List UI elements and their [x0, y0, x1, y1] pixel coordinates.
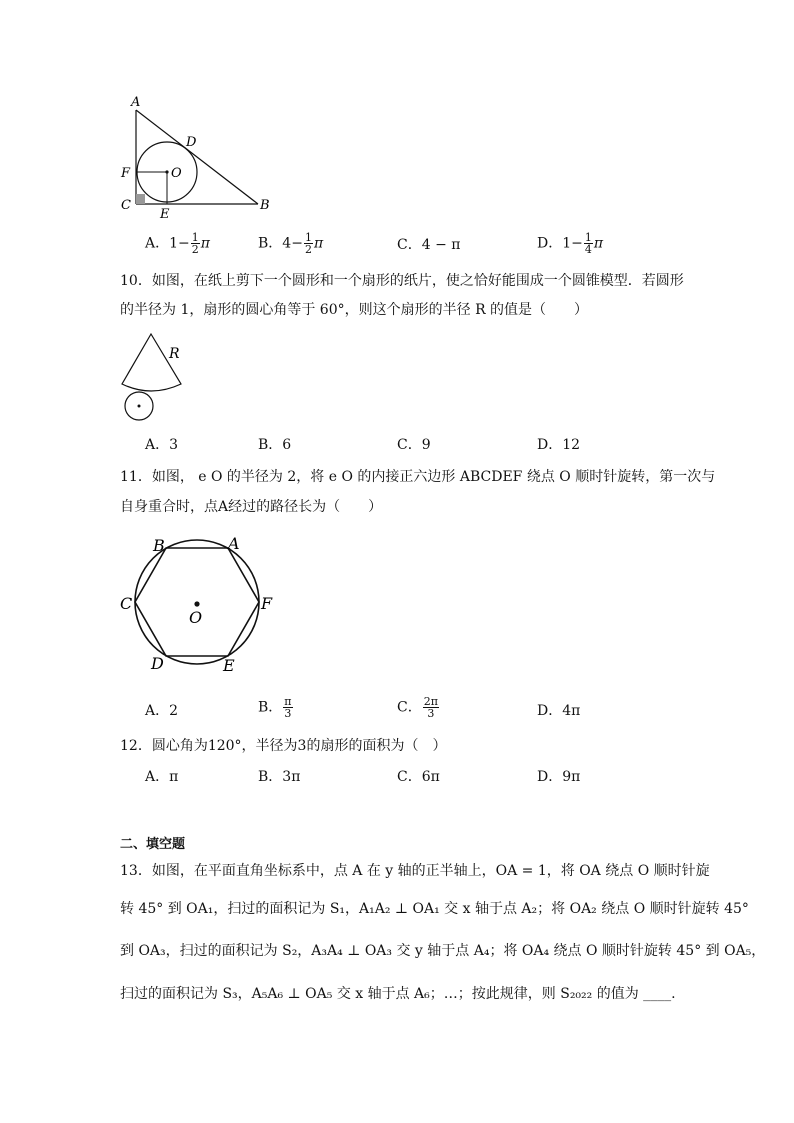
q11-text-line1: 11．如图， e O 的半径为 2，将 e O 的内接正六边形 ABCDEF 绕点 O 顺时针旋转，第一次与 — [120, 469, 716, 485]
q10-circle-center — [138, 405, 141, 408]
q12-text: 12．圆心角为120°，半径为3的扇形的面积为（ ） — [120, 738, 447, 754]
q11-option-a[interactable]: A．2 — [145, 703, 179, 719]
q13-text-line3: 到 OA₃，扫过的面积记为 S₂，A₃A₄ ⊥ OA₃ 交 y 轴于点 A₄；将 OA₄ 绕点 O 顺时针旋转 45° 到 OA₅， — [120, 943, 766, 959]
q10-sector — [122, 334, 181, 391]
q11-label-e: E — [223, 656, 235, 675]
q11-label-a: A — [228, 534, 240, 553]
section-title-fill-blank: 二、填空题 — [120, 837, 186, 852]
q10-text-line1: 10．如图，在纸上剪下一个圆形和一个扇形的纸片，使之恰好能围成一个圆锥模型．若圆形 — [120, 273, 684, 289]
q9-center-dot — [165, 170, 168, 173]
q10-cone-net-figure — [115, 330, 215, 425]
q12-option-c[interactable]: C．6π — [397, 769, 440, 785]
q9-label-e: E — [160, 207, 170, 222]
q11-label-b: B — [153, 536, 165, 555]
q9-label-a: A — [131, 95, 141, 110]
q11-label-f: F — [261, 594, 273, 613]
q9-option-d[interactable]: D．1− $\frac{1}{4}$ π — [537, 231, 604, 256]
q9-side-ab — [136, 110, 258, 204]
q12-option-b[interactable]: B．3π — [258, 769, 301, 785]
q11-label-c: C — [120, 594, 133, 613]
q11-text-line2: 自身重合时，点A经过的路径长为（ ） — [120, 499, 383, 515]
q9-triangle-figure — [110, 92, 280, 222]
q10-label-r: R — [169, 346, 180, 362]
q9-option-a[interactable]: A．1− $\frac{1}{2}$ π — [145, 231, 210, 256]
q9-option-b[interactable]: B．4− $\frac{1}{2}$ π — [258, 231, 324, 256]
q9-label-f: F — [121, 166, 131, 181]
q11-option-b[interactable]: B． $\frac{\pi}{3}$ — [258, 695, 292, 720]
q13-text-line4: 扫过的面积记为 S₃，A₅A₆ ⊥ OA₅ 交 x 轴于点 A₆；…；按此规律，则 S₂₀₂₂ 的值为 ____. — [120, 986, 676, 1002]
q9-option-c[interactable]: C．4 − π — [397, 237, 461, 253]
q9-label-b: B — [260, 198, 270, 213]
q11-label-d: D — [151, 654, 164, 673]
q13-text-line2: 转 45° 到 OA₁，扫过的面积记为 S₁，A₁A₂ ⊥ OA₁ 交 x 轴于点 A₂；将 OA₂ 绕点 O 顺时针旋转 45° — [120, 901, 749, 917]
q10-option-b[interactable]: B．6 — [258, 437, 292, 453]
q11-option-c[interactable]: C． $\frac{2\pi}{3}$ — [397, 695, 438, 720]
q11-hexagon-figure — [115, 530, 285, 680]
q9-label-c: C — [121, 198, 131, 213]
q9-shaded-corner — [136, 194, 145, 204]
q11-option-d[interactable]: D．4π — [537, 703, 581, 719]
q11-center-dot — [194, 601, 199, 606]
q13-text-line1: 13．如图，在平面直角坐标系中，点 A 在 y 轴的正半轴上，OA = 1，将 OA 绕点 O 顺时针旋 — [120, 863, 710, 879]
q12-option-d[interactable]: D．9π — [537, 769, 581, 785]
q10-option-a[interactable]: A．3 — [145, 437, 179, 453]
q9-label-d: D — [186, 135, 197, 150]
q11-label-o: O — [189, 608, 203, 627]
q10-text-line2: 的半径为 1，扇形的圆心角等于 60°，则这个扇形的半径 R 的值是（ ） — [120, 302, 589, 318]
q10-option-c[interactable]: C．9 — [397, 437, 431, 453]
q9-label-o: O — [171, 166, 182, 181]
q12-option-a[interactable]: A．π — [145, 769, 179, 785]
q10-option-d[interactable]: D．12 — [537, 437, 581, 453]
